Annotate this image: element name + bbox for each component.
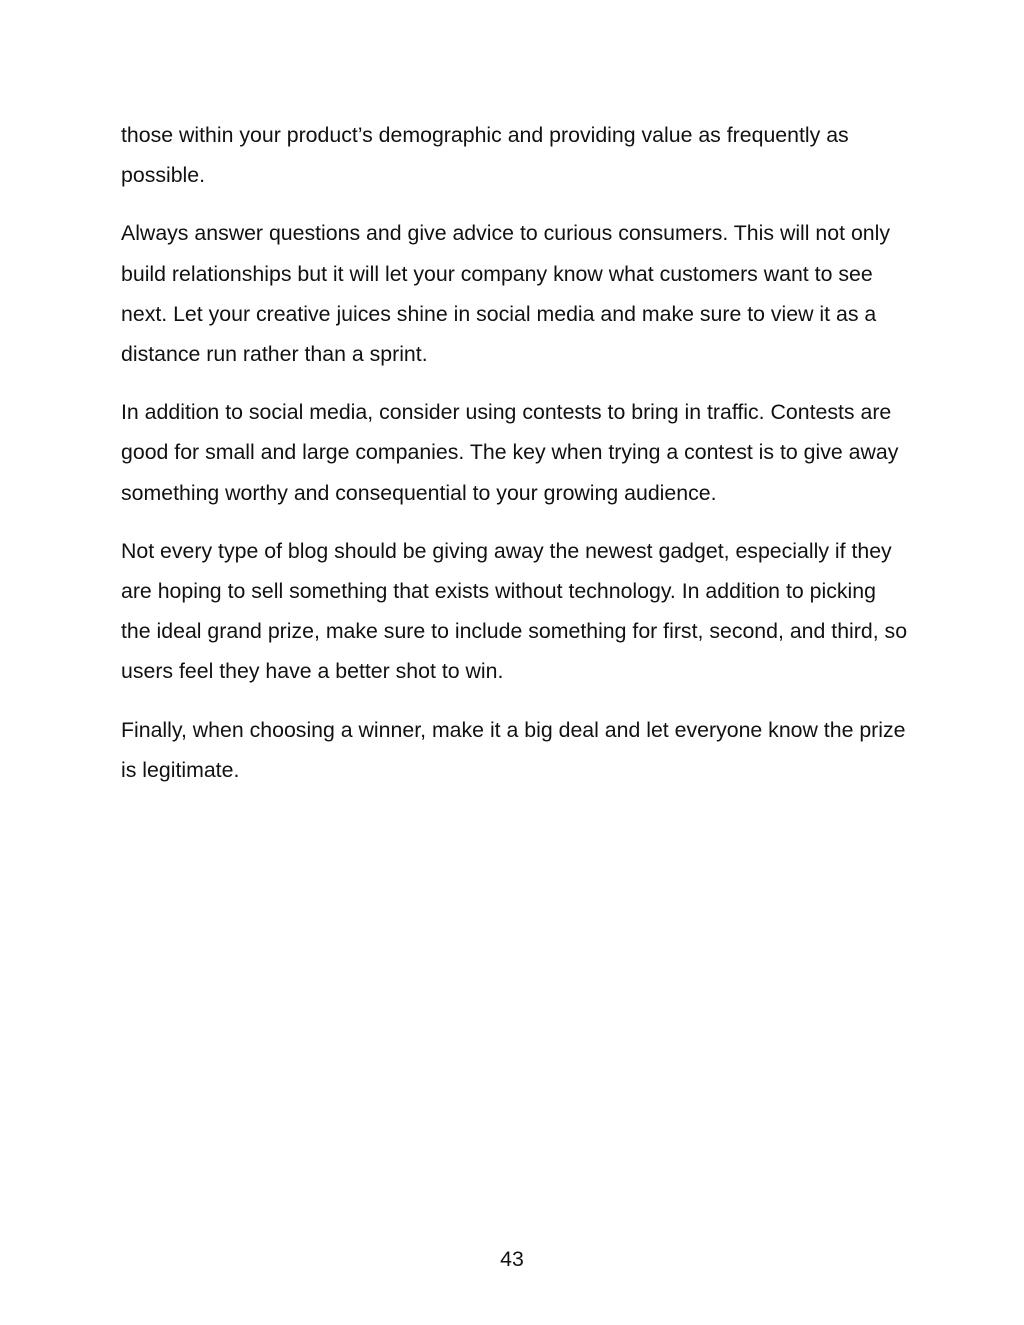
paragraph: Not every type of blog should be giving away the newest gadget, especially if they are hoping to sell something that exists without technology. In addition to picking the ideal grand prize, make sure to include something for first, second, and third, so users feel they have a better shot to win.: [121, 538, 908, 684]
paragraph: In addition to social media, consider using contests to bring in traffic. Contests are good for small and large companies. The key when trying a contest is to give away something worthy and consequential to your growing audience.: [121, 400, 899, 505]
body-text: [121, 115, 911, 808]
paragraph: those within your product’s demographic and providing value as frequently as possible.: [121, 123, 849, 188]
page-number: 43: [500, 1247, 524, 1271]
paragraph: Always answer questions and give advice to curious consumers. This will not only build relationships but it will let your company know what customers want to see next. Let your creative juices shine in social media and make sure to view it as a distance run rather than a sprint.: [121, 221, 891, 367]
paragraph: Finally, when choosing a winner, make it a big deal and let everyone know the prize is legitimate.: [121, 717, 906, 782]
